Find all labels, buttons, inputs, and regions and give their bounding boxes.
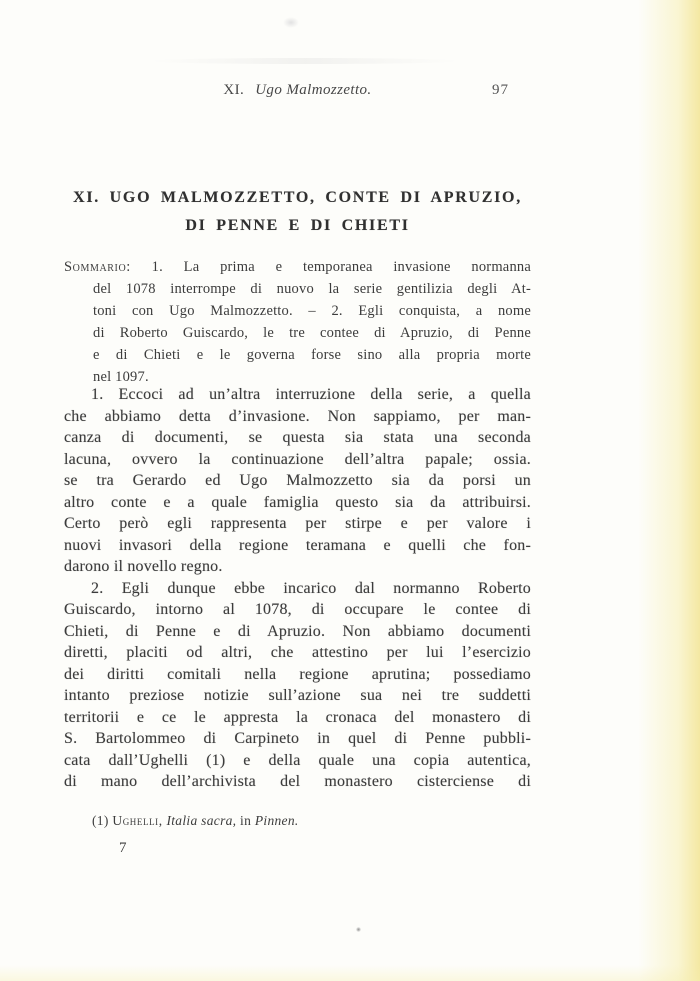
chapter-heading <box>64 184 545 240</box>
footnote-author: Ughelli, <box>112 813 163 828</box>
summary-line: toni con Ugo Malmozzetto. – 2. Egli conquista, a nome <box>93 303 531 319</box>
scan-smudge <box>283 17 299 28</box>
body-line: cata dall’Ughelli (1) e della quale una copia autentica, <box>64 751 531 769</box>
footnote <box>92 813 299 829</box>
page-number: 97 <box>492 82 509 98</box>
body-line: che abbiamo detta d’invasione. Non sappiamo, per man- <box>64 407 531 425</box>
body-line: intanto preziose notizie sull’azione sua nei tre suddetti <box>64 687 531 704</box>
paper-bottom-tint <box>0 965 700 981</box>
body-line: 2. Egli dunque ebbe incarico dal normanno Roberto <box>91 579 531 597</box>
body-line: di mano dell’archivista del monastero cisterciense di <box>64 773 531 790</box>
body-line: canza di documenti, se questa sia stata una seconda <box>64 429 531 446</box>
body-line: lacuna, ovvero la continuazione dell’altra papale; ossia. <box>64 450 531 468</box>
heading-line-1: XI. UGO MALMOZZETTO, CONTE DI APRUZIO, <box>73 189 522 206</box>
summary-line <box>64 256 531 278</box>
body-line: darono il novello regno. <box>64 558 223 575</box>
summary-label: Sommario: <box>64 259 131 275</box>
page-signature: 7 <box>119 840 127 856</box>
body-text <box>64 384 531 793</box>
body-line: territorii e ce le appresta la cronaca del monastero di <box>64 708 531 726</box>
summary-line: nel 1097. <box>93 369 149 385</box>
scan-shadow-band <box>150 58 460 64</box>
body-line: Guiscardo, intorno al 1078, di occupare le contee di <box>64 601 531 618</box>
body-line: nuovi invasori della regione teramana e quelli che fon- <box>64 536 531 554</box>
summary-line: del 1078 interrompe di nuovo la serie gentilizia degli At- <box>93 281 531 297</box>
body-line: se tra Gerardo ed Ugo Malmozzetto sia da porsi un <box>64 472 531 489</box>
heading-line-2: DI PENNE E DI CHIETI <box>185 217 410 234</box>
summary-first-text: 1. La prima e temporanea invasione normanna <box>151 259 531 275</box>
body-line: dei diritti comitali nella regione aprutina; possediamo <box>64 665 531 683</box>
body-line: Certo però egli rappresenta per stirpe e per valore i <box>64 515 531 532</box>
body-line: 1. Eccoci ad un’altra interruzione della serie, a quella <box>91 386 531 403</box>
scan-speck <box>356 927 361 932</box>
summary-line: di Roberto Guiscardo, le tre contee di Apruzio, di Penne <box>93 325 531 341</box>
body-line: altro conte e a quale famiglia questo sia da attribuirsi. <box>64 493 531 511</box>
summary-line: e di Chieti e le governa forse sino alla propria morte <box>93 347 531 363</box>
footnote-work: Italia sacra, <box>166 813 237 828</box>
body-line: Chieti, di Penne e di Apruzio. Non abbiamo documenti <box>64 622 531 640</box>
body-line: diretti, placiti od altri, che attestino per lui l’esercizio <box>64 644 531 661</box>
summary-block <box>64 256 531 388</box>
body-line: S. Bartolommeo di Carpineto in quel di Penne pubbli- <box>64 730 531 747</box>
running-header-title: Ugo Malmozzetto. <box>255 82 372 98</box>
running-header-chapter: XI. <box>223 82 245 98</box>
footnote-marker: (1) <box>92 813 109 828</box>
footnote-connector: in <box>240 813 252 828</box>
footnote-place: Pinnen. <box>254 813 299 828</box>
paper-edge-tint <box>638 0 700 981</box>
